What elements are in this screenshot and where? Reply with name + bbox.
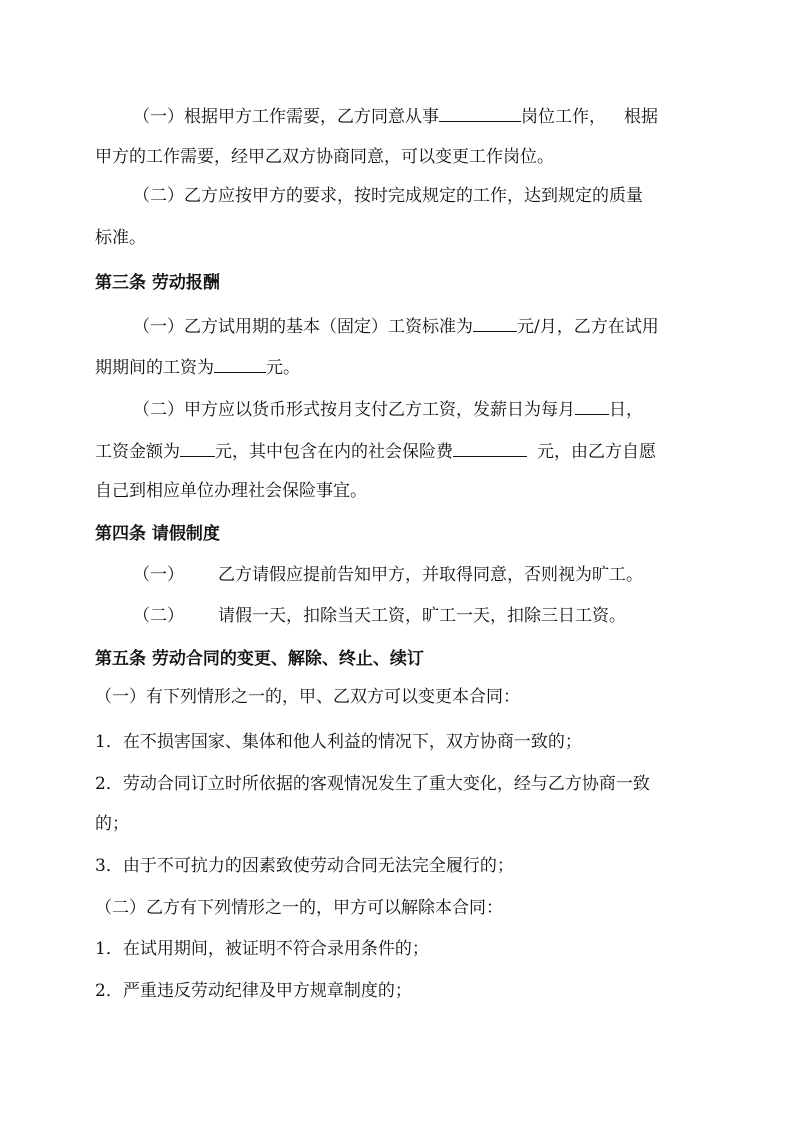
article4-item2: [133, 605, 626, 627]
text-segment: 岗位工作，: [521, 107, 606, 127]
article5-section1-item1: 1．在不损害国家、集体和他人利益的情况下，双方协商一致的；: [95, 732, 582, 752]
fill-blank-base-salary[interactable]: [473, 314, 517, 332]
article3-p2-line2: [95, 439, 656, 463]
item-number: （一）: [133, 565, 184, 585]
article3-heading: 第三条 劳动报酬: [95, 273, 220, 293]
text-segment: 工资金额为: [95, 442, 180, 462]
text-segment: （二）甲方应以货币形式按月支付乙方工资，发薪日为每月: [133, 400, 575, 420]
article2-p2-line2: 标准。: [95, 228, 146, 248]
text-segment: 元/月，乙方在试用: [517, 317, 659, 337]
article4-heading: 第四条 请假制度: [95, 524, 220, 544]
item-text: 乙方请假应提前告知甲方，并取得同意，否则视为旷工。: [218, 565, 643, 585]
article3-p1-line1: [133, 314, 659, 338]
article2-p2-line1: （二）乙方应按甲方的要求，按时完成规定的工作，达到规定的质量: [133, 186, 643, 206]
text-segment: 元，其中包含在内的社会保险费: [215, 442, 453, 462]
article5-section2: （二）乙方有下列情形之一的，甲方可以解除本合同：: [95, 898, 503, 918]
fill-blank-position[interactable]: [439, 104, 521, 122]
text-segment: （一）根据甲方工作需要，乙方同意从事: [133, 107, 439, 127]
text-segment: 元。: [266, 358, 300, 378]
article5-section1-item3: 3．由于不可抗力的因素致使劳动合同无法完全履行的；: [95, 856, 514, 876]
article5-section2-item1: 1．在试用期间，被证明不符合录用条件的；: [95, 939, 429, 959]
article3-p2-line1: [133, 397, 643, 421]
text-segment: 日，: [609, 400, 643, 420]
text-segment: 根据: [624, 107, 658, 127]
text-segment: 期期间的工资为: [95, 358, 214, 378]
article2-p1-line1: [133, 104, 658, 128]
article5-section1-item2-line2: 的；: [95, 814, 129, 834]
fill-blank-probation-salary[interactable]: [214, 355, 266, 373]
article5-section1-item2-line1: 2．劳动合同订立时所依据的客观情况发生了重大变化，经与乙方协商一致: [95, 774, 650, 794]
article4-item1: [133, 564, 643, 586]
article5-section1: （一）有下列情形之一的，甲、乙双方可以变更本合同：: [95, 687, 520, 707]
item-text: 请假一天，扣除当天工资，旷工一天，扣除三日工资。: [218, 606, 626, 626]
text-segment: （一）乙方试用期的基本（固定）工资标准为: [133, 317, 473, 337]
item-number: （二）: [133, 606, 184, 626]
article5-section2-item2: 2．严重违反劳动纪律及甲方规章制度的；: [95, 981, 412, 1001]
article2-p1-line2: 甲方的工作需要，经甲乙双方协商同意，可以变更工作岗位。: [95, 147, 554, 167]
text-segment: 元，由乙方自愿: [537, 442, 656, 462]
article5-heading: 第五条 劳动合同的变更、解除、终止、续订: [95, 649, 424, 669]
fill-blank-social-insurance[interactable]: [453, 439, 527, 457]
article3-p1-line2: [95, 355, 300, 379]
fill-blank-payday[interactable]: [575, 397, 609, 415]
fill-blank-salary-amount[interactable]: [180, 439, 215, 457]
article3-p2-line3: 自己到相应单位办理社会保险事宜。: [95, 481, 367, 501]
